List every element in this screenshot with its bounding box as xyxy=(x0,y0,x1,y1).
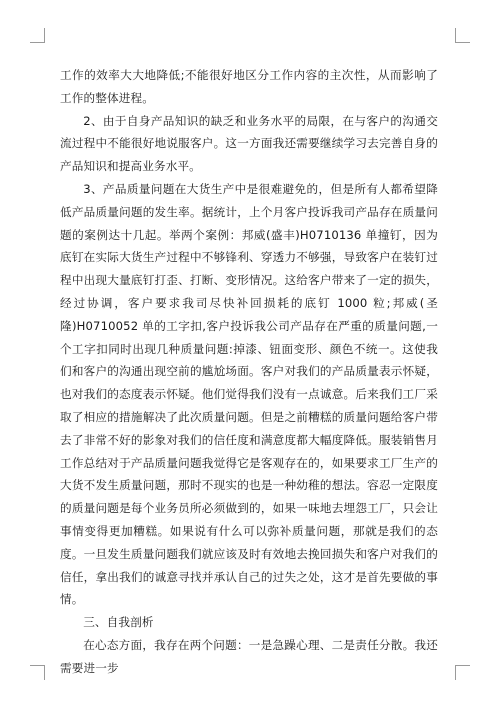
crop-mark-top-right xyxy=(455,28,470,43)
document-body xyxy=(60,64,438,680)
crop-mark-bottom-left xyxy=(30,665,45,680)
paragraph-continuation: 工作的效率大大地降低;不能很好地区分工作内容的主次性，从而影响了工作的整体进程。 xyxy=(60,68,438,105)
crop-mark-bottom-right xyxy=(455,665,470,680)
crop-mark-top-left xyxy=(30,28,45,43)
paragraph-point-2: 2、由于自身产品知识的缺乏和业务水平的局限，在与客户的沟通交流过程中不能很好地说服客户。这一方面我还需要继续学习去完善自身的产品知识和提高业务水平。 xyxy=(60,113,438,174)
paragraph-mindset: 在心态方面，我存在两个问题：一是急躁心理、二是责任分散。我还需要进一步 xyxy=(60,637,438,675)
section-heading-self-analysis: 三、自我剖析 xyxy=(83,615,154,630)
paragraph-point-3: 3、产品质量问题在大货生产中是很难避免的，但是所有人都希望降低产品质量问题的发生率。据统计，上个月客户投诉我司产品存在质量问题的案例达十几起。举两个案例：邦威(盛丰)H0710136 单撞钉，因为底钉在实际大货生产过程中不够锋利、穿透力不够强，导致客户在装钉过程中出现大量底钉打歪、打断、变形情况。这给客户带来了一定的损失，经过协调，客户要求我司尽快补回损耗的底钉 1000 粒;邦威(圣隆)H0710052 单的工字扣,客户投诉我公司产品存在严重的质量问题,一个工字扣同时出现几种质量问题:掉漆、钮面变形、颜色不统一。这使我们和客户的沟通出现空前的尴尬场面。客户对我们的产品质量表示怀疑，也对我们的态度表示怀疑。他们觉得我们没有一点诚意。后来我们工厂采取了相应的措施解决了此次质量问题。但是之前糟糕的质量问题给客户带去了非常不好的影象对我们的信任度和满意度都大幅度降低。服装销售月工作总结对于产品质量问题我觉得它是客观存在的，如果要求工厂生产的大货不发生质量问题，那时不现实的也是一种幼稚的想法。容忍一定限度的质量问题是每个业务员所必须做到的，如果一味地去埋怨工厂，只会让事情变得更加糟糕。如果说有什么可以弥补质量问题，那就是我们的态度。一旦发生质量问题我们就应该及时有效地去挽回损失和客户对我们的信任，拿出我们的诚意寻找并承认自己的过失之处，这才是首先要做的事情。 xyxy=(60,181,438,607)
